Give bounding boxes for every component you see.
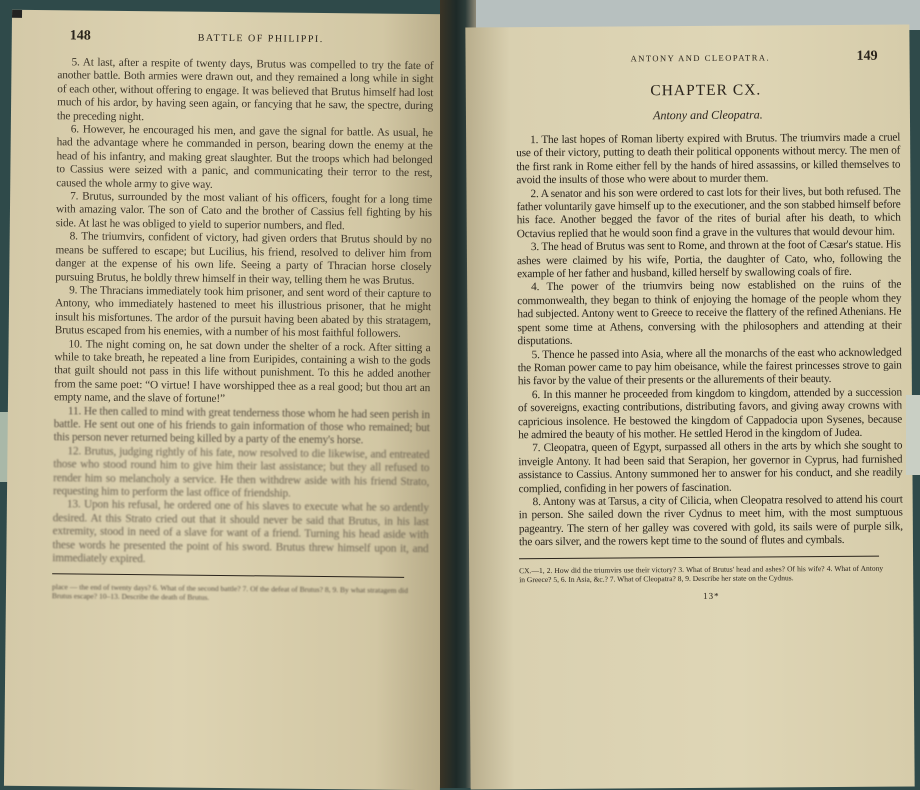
left-paragraph-7: 7. Brutus, surrounded by the most valiant of his officers, fought for a long time with amazing valor. The son of Cato and the brother of Cassius fell fighting by his side. At last he was obliged to yield to superior numbers, and fled. [55, 190, 433, 233]
ink-blot [12, 10, 22, 18]
right-footnote: CX.—1, 2. How did the triumvirs use their victory? 3. What of Brutus' head and ashes? Of his wife? 4. What of Antony in Greece? 5, 6. In Asia, &c.? 7. What of Cleopatra? 8, 9. Describe her state on the Cydnus. [519, 563, 884, 585]
left-paragraph-8: 8. The triumvirs, confident of victory, had given orders that Brutus should by no means be suffered to escape; but Lucilius, his friend, resolved to deliver him from danger at the expense of his own life. Seeing a party of Thracian horse closely pursuing Brutus, he boldly threw himself in their way, telling them he was Brutus. [55, 230, 432, 287]
left-footnote-rule [52, 574, 404, 579]
left-paragraph-10: 10. The night coming on, he sat down under the shelter of a rock. After sitting a while to take breath, he repeated a line from Euripides, containing a wish to the gods that guilt should not pass in this life without punishment. To this he added another from the same poet: “O virtue! I have worshipped thee as a real good; but thou art an empty name, and the slave of fortune!” [53, 337, 431, 406]
chapter-subtitle: Antony and Cleopatra. [653, 107, 763, 123]
left-page [4, 10, 448, 790]
signature-mark: 13* [703, 590, 720, 601]
left-footnote: place — the end of twenty days? 6. What of the second battle? 7. Of the defeat of Brutus? 8, 9. By what stratagem did Brutus escape? 10–13. Describe the death of Brutus. [51, 582, 409, 602]
right-paragraph-8: 8. Antony was at Tarsus, a city of Cilicia, when Cleopatra resolved to attend his court in person. She sailed down the river Cydnus to meet him, with the most sumptuous pageantry. The stern of her galley was covered with gold, its sails were of purple silk, the oars silver, and the rowers kept time to the sound of flutes and cymbals. [518, 493, 903, 549]
right-page-number: 149 [856, 48, 878, 64]
chapter-heading: CHAPTER CX. [650, 81, 762, 100]
left-page-number: 148 [69, 28, 91, 44]
left-paragraph-9: 9. The Thracians immediately took him prisoner, and sent word of their capture to Antony, who immediately hastened to meet his illustrious prisoner, that he might insult his misfortunes. The ardor of the pursuit having been abated by this stratagem, Brutus escaped from his enemies, with a number of his most faithful followers. [54, 284, 432, 340]
left-running-head: BATTLE OF PHILIPPI. [197, 32, 324, 46]
left-paragraph-5: 5. At last, after a respite of twenty days, Brutus was compelled to try the fate of another battle. Both armies were drawn out, and they remained a long while in sight of each other, without offering to engage. It was believed that Brutus himself had lost much of his ardor, by having seen again, or fancying that he saw, the spectre, during the preceding night. [56, 56, 434, 123]
right-running-head: ANTONY AND CLEOPATRA. [630, 52, 771, 64]
left-paragraph-12: 12. Brutus, judging rightly of his fate, now resolved to die likewise, and entreated those who stood round him to give him their last assistance; but they all refused to render him so melancholy a service. He then withdrew aside with his friend Strato, requesting him to perform the last office of friendship. [52, 445, 430, 500]
right-paragraph-3: 3. The head of Brutus was sent to Rome, and thrown at the foot of Cæsar's statue. His ashes were claimed by his wife, Portia, the daughter of Cato, who, following the example of her father and husband, killed herself by swallowing coals of fire. [516, 238, 902, 281]
right-paragraph-4: 4. The power of the triumvirs being now established on the ruins of the commonwealth, they began to think of enjoying the homage of the people whom they had subjected. Antony went to Greece to receive the flattery of the refined Athenians. He spent some time at Athens, conversing with the philosophers and attending at their disputations. [517, 278, 902, 348]
right-paragraph-6: 6. In this manner he proceeded from kingdom to kingdom, attended by a succession of sovereigns, exacting contributions, distributing favors, and giving away crowns with capricious insolence. He bestowed the kingdom of Cappadocia upon Sysenes, because he admired the beauty of his mother. He settled Herod in the kingdom of Judea. [517, 386, 903, 442]
right-paragraph-2: 2. A senator and his son were ordered to cast lots for their lives, but both refused. The father voluntarily gave himself up to the executioner, and the son stabbed himself before his face. Another begged the favor of the rites of burial after his death, to which Octavius replied that he would soon find a grave in the vultures that would devour him. [516, 185, 901, 241]
right-paragraph-1: 1. The last hopes of Roman liberty expired with Brutus. The triumvirs made a cruel use of their victory, putting to death their political opponents without mercy. The men of the first rank in Rome either fell by the hands of hired assassins, or killed themselves to avoid the insults of those who were about to murder them. [516, 131, 901, 187]
left-running-header [58, 28, 434, 54]
left-paragraph-13: 13. Upon his refusal, he ordered one of his slaves to execute what he so ardently desired. At this Strato cried out that it should never be said that Brutus, in his last extremity, stood in need of a slave for want of a friend. Turning his head aside with these words he presented the point of his sword. Brutus threw himself upon it, and immediately expired. [52, 498, 429, 566]
right-page [465, 24, 914, 789]
left-paragraph-11: 11. He then called to mind with great tenderness those whom he had seen perish in battle. He sent out one of his friends to gain information of those who remained; but this person never returned being killed by a party of the enemy's horse. [53, 404, 430, 447]
right-running-header [516, 49, 900, 74]
left-paragraph-6: 6. However, he encouraged his men, and gave the signal for battle. As usual, he had the advantage where he commanded in person, bearing down the enemy at the head of his infantry, and making great slaughter. But the troops which had belonged to Cassius were seized with a panic, and communicating their terror to the rest, caused the whole army to give way. [56, 123, 433, 191]
right-paragraph-7: 7. Cleopatra, queen of Egypt, surpassed all others in the arts by which she sought to inveigle Antony. It had been said that Serapion, her governor in Cyprus, had furnished assistance to Cassius. Antony summoned her to answer for his conduct, and she readily complied, confiding in her powers of fascination. [518, 439, 903, 495]
right-footnote-rule [519, 555, 879, 559]
page-marker-tab-right [906, 395, 920, 475]
right-paragraph-5: 5. Thence he passed into Asia, where all the monarchs of the east who acknowledged the Roman power came to pay him obeisance, while the fairest princesses strove to gain his favor by the value of their presents or the allurements of their beauty. [517, 346, 902, 388]
